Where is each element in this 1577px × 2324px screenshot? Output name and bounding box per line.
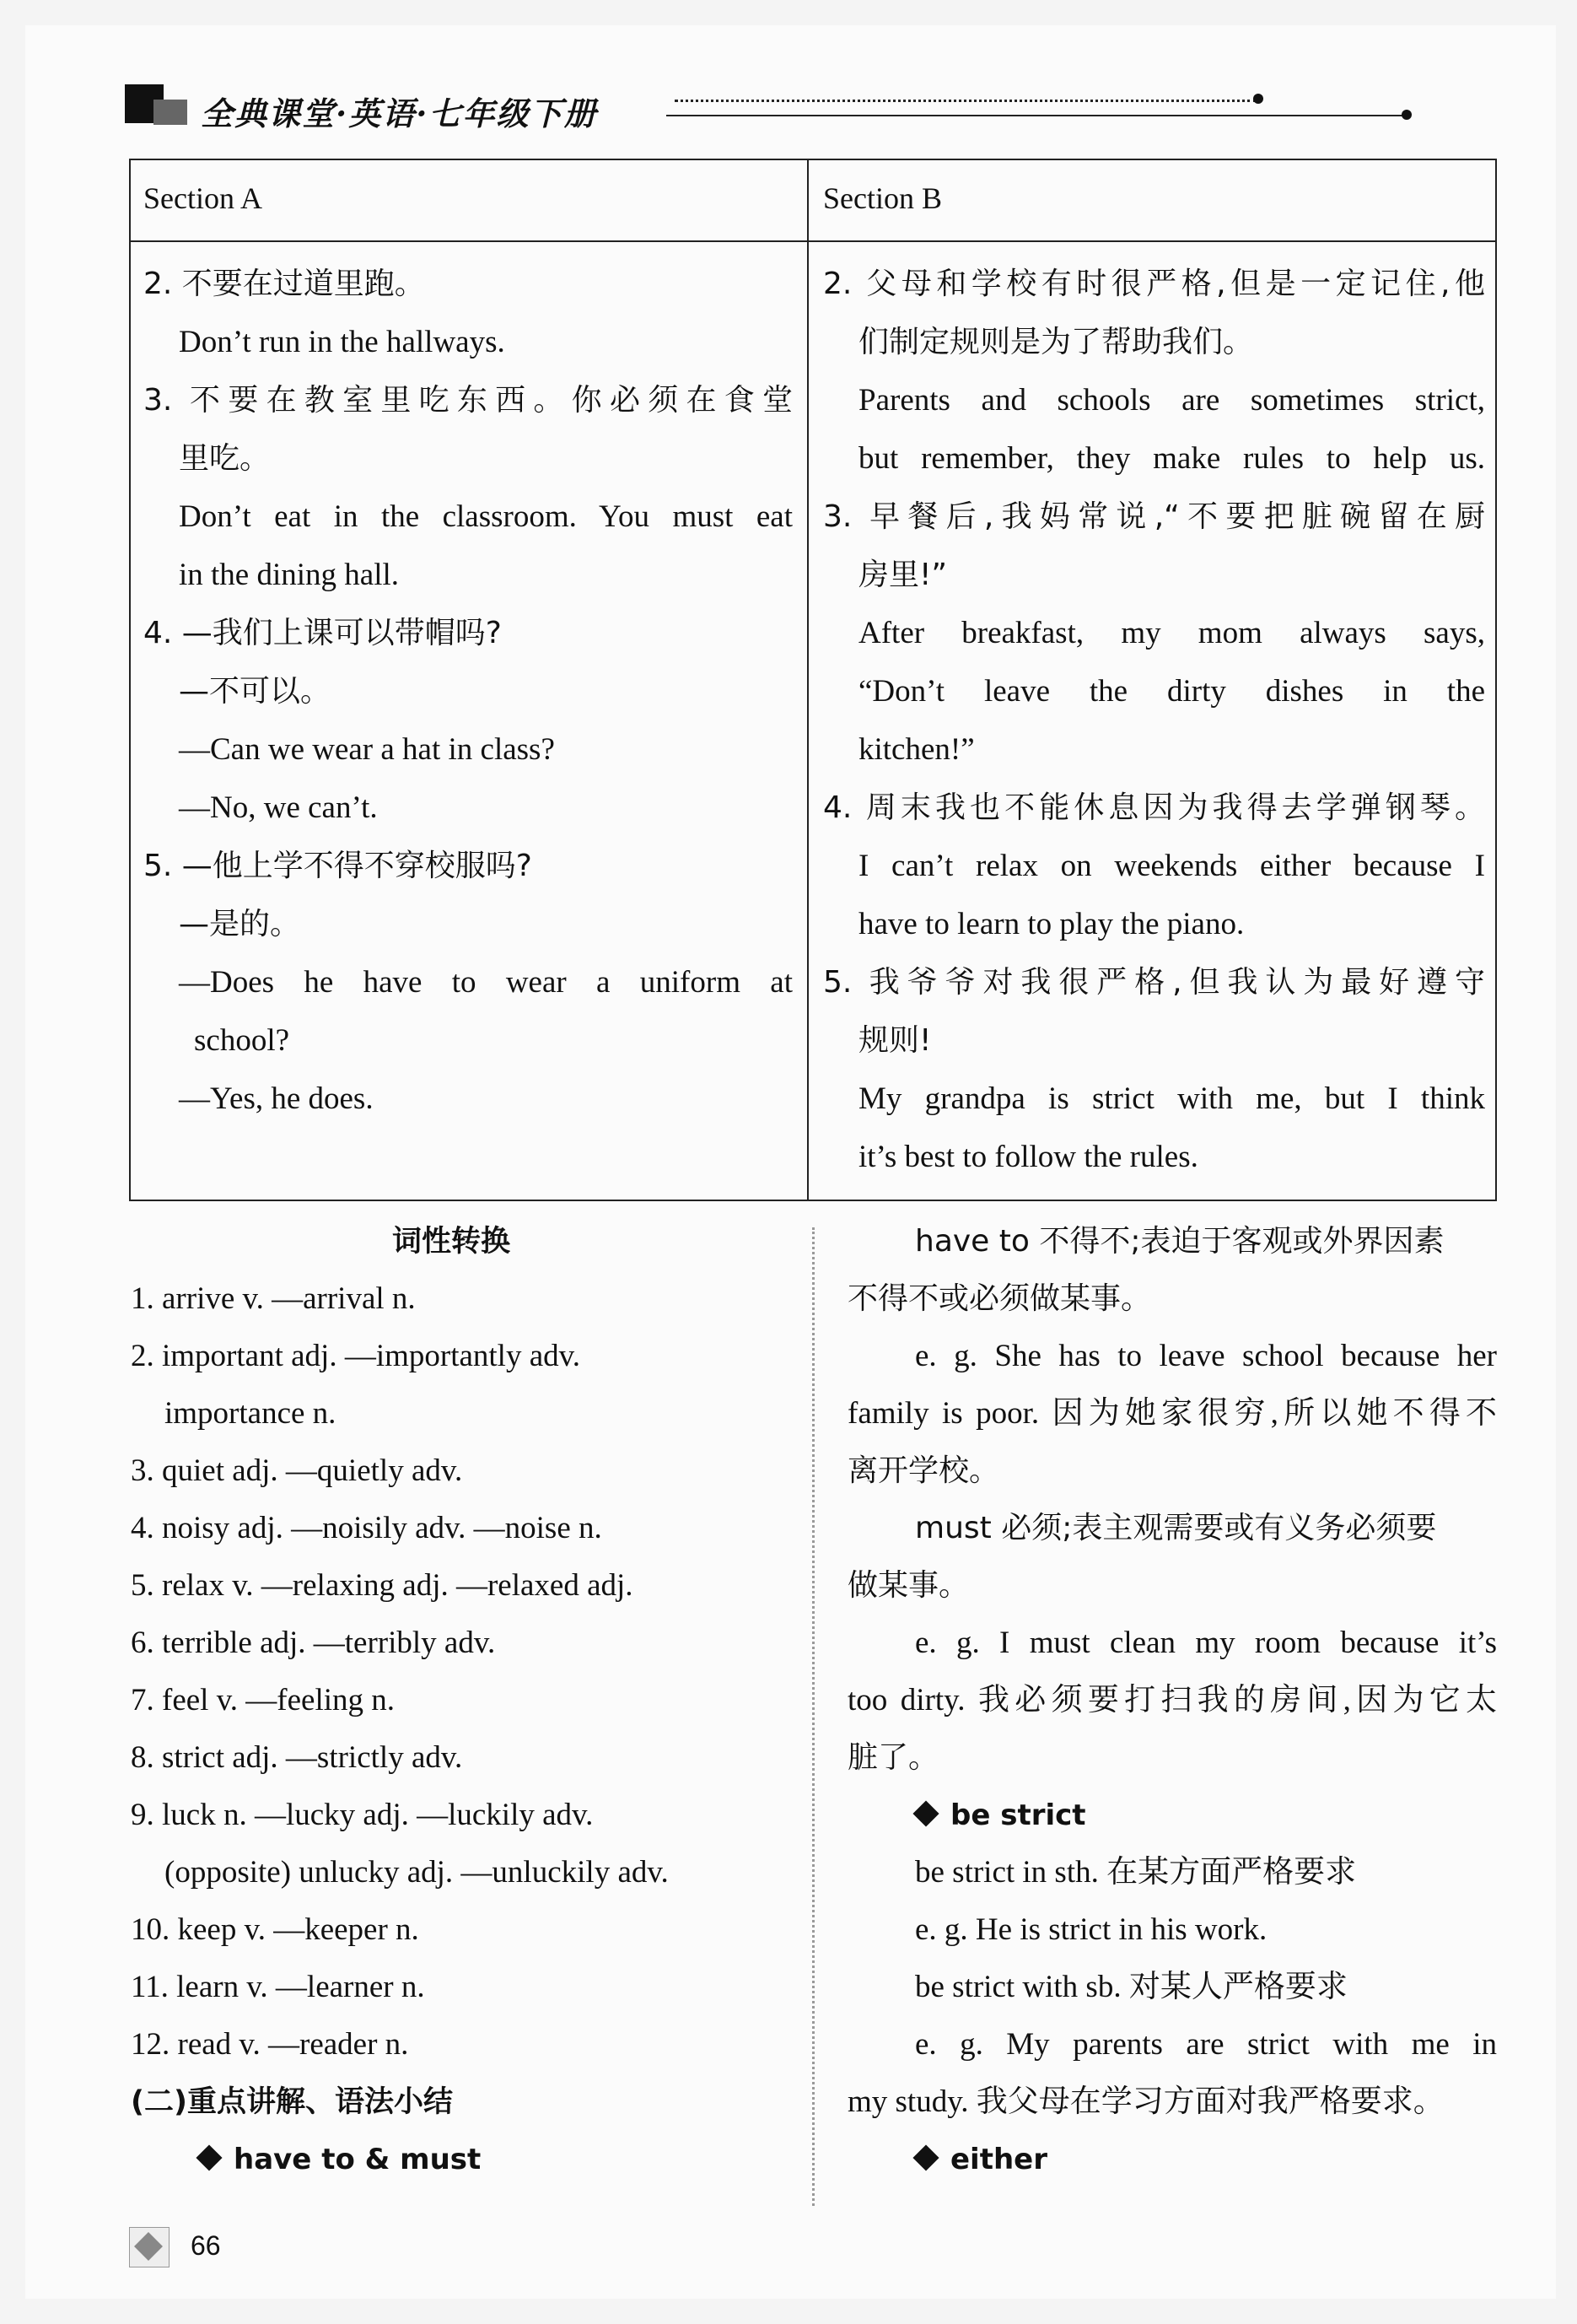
grammar-line: 脏了。 [848, 1740, 939, 1775]
table-line: 规则! [858, 1023, 932, 1058]
table-line: Don’t run in the hallways. [179, 325, 505, 359]
grammar-line: my study. 我父母在学习方面对我严格要求。 [848, 2084, 1445, 2119]
word-form-item: 8. strict adj. —strictly adv. [131, 1740, 463, 1775]
grammar-line: e. g. I must clean my room because it’s [915, 1626, 1497, 1660]
header-dot-icon [1253, 94, 1263, 104]
word-form-item: importance n. [164, 1396, 336, 1431]
table-line: 里吃。 [179, 441, 271, 476]
table-line: 们制定规则是为了帮助我们。 [858, 325, 1254, 359]
section-b-content [823, 255, 1485, 1186]
word-forms-heading: 词性转换 [392, 1225, 511, 1259]
section-a-content [143, 255, 793, 1128]
table-line: I can’t relax on weekends either because I [858, 849, 1485, 883]
grammar-point [848, 2131, 1497, 2188]
word-form-item: 4. noisy adj. —noisily adv. —noise n. [131, 1511, 602, 1545]
table-line: it’s best to follow the rules. [858, 1140, 1198, 1174]
table-header-divider [129, 240, 1497, 242]
section-b-header: Section B [823, 181, 942, 215]
header-rule [666, 115, 1404, 116]
diamond-bullet-icon [912, 2144, 939, 2170]
table-line: —是的。 [179, 907, 301, 941]
word-form-item: 9. luck n. —lucky adj. —luckily adv. [131, 1798, 594, 1832]
word-form-item: (opposite) unlucky adj. —unluckily adv. [164, 1855, 669, 1890]
word-form-item: 7. feel v. —feeling n. [131, 1683, 396, 1717]
grammar-point [848, 1787, 1497, 1844]
grammar-line: be strict with sb. 对某人严格要求 [915, 1970, 1348, 2004]
table-line: have to learn to play the piano. [858, 907, 1245, 941]
table-line: Don’t eat in the classroom. You must eat [179, 499, 793, 534]
word-form-item: 11. learn v. —learner n. [131, 1970, 425, 2004]
table-line: —Yes, he does. [179, 1081, 374, 1116]
table-line: kitchen!” [858, 732, 975, 767]
table-line: 5. 我爷爷对我很严格,但我认为最好遵守 [823, 965, 1485, 1000]
word-form-item: 12. read v. —reader n. [131, 2027, 409, 2062]
header-dot-icon [1402, 110, 1412, 120]
table-line: 2. 父母和学校有时很严格,但是一定记住,他 [823, 267, 1485, 301]
table-line: 房里!” [858, 558, 948, 592]
table-line: My grandpa is strict with me, but I think [858, 1081, 1485, 1116]
table-line: After breakfast, my mom always says, [858, 616, 1485, 650]
grammar-point-title: either [950, 2143, 1047, 2176]
grammar-line: must 必须;表主观需要或有义务必须要 [915, 1511, 1437, 1545]
word-form-item: 6. terrible adj. —terribly adv. [131, 1626, 496, 1660]
grammar-line: too dirty. 我必须要打扫我的房间,因为它太 [848, 1683, 1497, 1717]
grammar-line: e. g. He is strict in his work. [915, 1912, 1268, 1947]
table-line: —Does he have to wear a uniform at [179, 965, 793, 1000]
grammar-section-title: (二)重点讲解、语法小结 [131, 2085, 453, 2119]
header-logo-shade [153, 100, 187, 125]
grammar-line: 离开学校。 [848, 1453, 1000, 1488]
word-form-item: 10. keep v. —keeper n. [131, 1912, 419, 1947]
table-line: —No, we can’t. [179, 790, 378, 825]
grammar-line: be strict in sth. 在某方面严格要求 [915, 1855, 1357, 1890]
table-line: but remember, they make rules to help us. [858, 441, 1485, 476]
table-line: Parents and schools are sometimes strict, [858, 383, 1485, 418]
table-line: 3. 早餐后,我妈常说,“不要把脏碗留在厨 [823, 499, 1485, 534]
section-a-header: Section A [143, 181, 262, 215]
header-dotted-rule [675, 100, 1257, 102]
left-column [131, 1213, 797, 2188]
grammar-line: 不得不或必须做某事。 [848, 1281, 1152, 1316]
grammar-line: have to 不得不;表迫于客观或外界因素 [915, 1224, 1445, 1259]
column-divider [812, 1227, 815, 2206]
grammar-line: e. g. She has to leave school because her [915, 1339, 1497, 1373]
table-line: 5. —他上学不得不穿校服吗? [143, 849, 532, 883]
word-form-item: 1. arrive v. —arrival n. [131, 1281, 416, 1316]
table-line: 4. —我们上课可以带帽吗? [143, 616, 502, 650]
table-column-divider [807, 159, 809, 1201]
table-line: school? [194, 1023, 290, 1058]
table-line: 3. 不要在教室里吃东西。你必须在食堂 [143, 383, 793, 418]
word-form-item: 5. relax v. —relaxing adj. —relaxed adj. [131, 1568, 633, 1603]
grammar-line: e. g. My parents are strict with me in [915, 2027, 1497, 2062]
right-column [848, 1213, 1497, 2188]
word-form-item: 2. important adj. —importantly adv. [131, 1339, 580, 1373]
page-number: 66 [191, 2230, 221, 2261]
grammar-point-title: be strict [950, 1798, 1086, 1832]
book-title: 全典课堂·英语·七年级下册 [201, 94, 598, 132]
table-line: —不可以。 [179, 674, 331, 709]
grammar-point-title: have to & must [234, 2143, 482, 2176]
table-line: 2. 不要在过道里跑。 [143, 267, 425, 301]
table-line: “Don’t leave the dirty dishes in the [858, 674, 1485, 709]
grammar-line: family is poor. 因为她家很穷,所以她不得不 [848, 1396, 1497, 1431]
word-form-item: 3. quiet adj. —quietly adv. [131, 1453, 463, 1488]
diamond-bullet-icon [196, 2144, 222, 2170]
grammar-line: 做某事。 [848, 1568, 970, 1603]
diamond-bullet-icon [912, 1800, 939, 1826]
table-line: —Can we wear a hat in class? [179, 732, 555, 767]
table-line: 4. 周末我也不能休息因为我得去学弹钢琴。 [823, 790, 1485, 825]
grammar-point [131, 2131, 797, 2188]
table-line: in the dining hall. [179, 558, 400, 592]
